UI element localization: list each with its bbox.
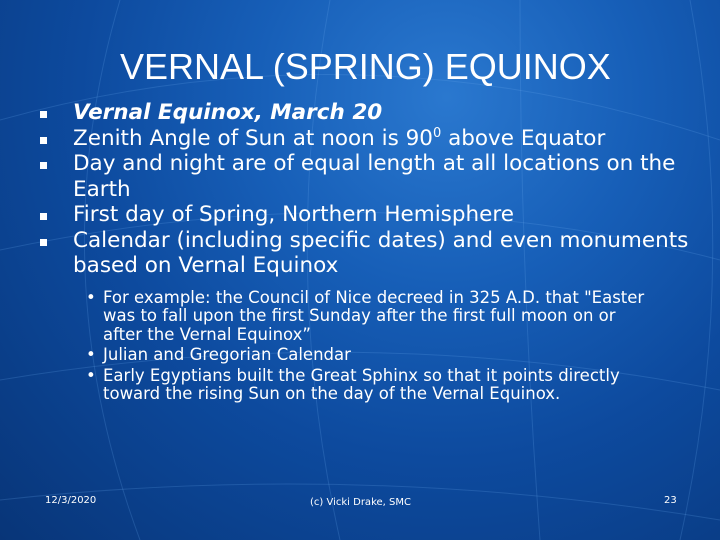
square-bullet-icon <box>40 239 47 246</box>
bullet-item <box>38 100 698 126</box>
bullet-item <box>38 151 698 202</box>
bullet-text: First day of Spring, Northern Hemisphere <box>73 202 514 227</box>
bullet-text: Calendar (including specific dates) and even monuments based on Vernal Equinox <box>73 227 689 278</box>
square-bullet-icon <box>40 137 47 144</box>
sub-bullet-text: Early Egyptians built the Great Sphinx so that it points directly toward the rising Sun on the day of the Vernal Equinox. <box>103 365 620 403</box>
dot-bullet-icon: • <box>86 345 96 364</box>
dot-bullet-icon: • <box>86 365 96 385</box>
bullet-text: Day and night are of equal length at all locations on the Earth <box>73 151 676 202</box>
footer-date: 12/3/2020 <box>45 495 97 506</box>
sub-bullet-item <box>86 289 656 345</box>
bullet-text: Vernal Equinox, March 20 <box>73 100 383 125</box>
sub-bullet-item <box>86 367 656 404</box>
degree-superscript: 0 <box>432 125 442 141</box>
square-bullet-icon <box>40 213 47 220</box>
bullet-list <box>38 100 698 406</box>
bullet-item <box>38 228 698 279</box>
bullet-item <box>38 126 698 152</box>
square-bullet-icon <box>40 162 47 169</box>
footer-credit: (c) Vicki Drake, SMC <box>310 497 411 508</box>
bullet-text: Zenith Angle of Sun at noon is 90 <box>73 125 433 151</box>
sub-bullet-list <box>86 289 656 404</box>
bullet-text: above Equator <box>441 125 606 151</box>
sub-bullet-item <box>86 346 656 365</box>
bullet-item <box>38 202 698 228</box>
sub-bullet-text: For example: the Council of Nice decreed in 325 A.D. that "Easter was to fall upon the first Sunday after the first full moon on or after the Vernal Equinox” <box>103 287 645 344</box>
dot-bullet-icon: • <box>86 287 96 307</box>
page-number: 23 <box>664 495 677 506</box>
sub-bullet-container <box>38 289 698 404</box>
slide-title: VERNAL (SPRING) EQUINOX <box>120 46 611 87</box>
sub-bullet-text: Julian and Gregorian Calendar <box>103 345 351 364</box>
square-bullet-icon <box>40 111 47 118</box>
